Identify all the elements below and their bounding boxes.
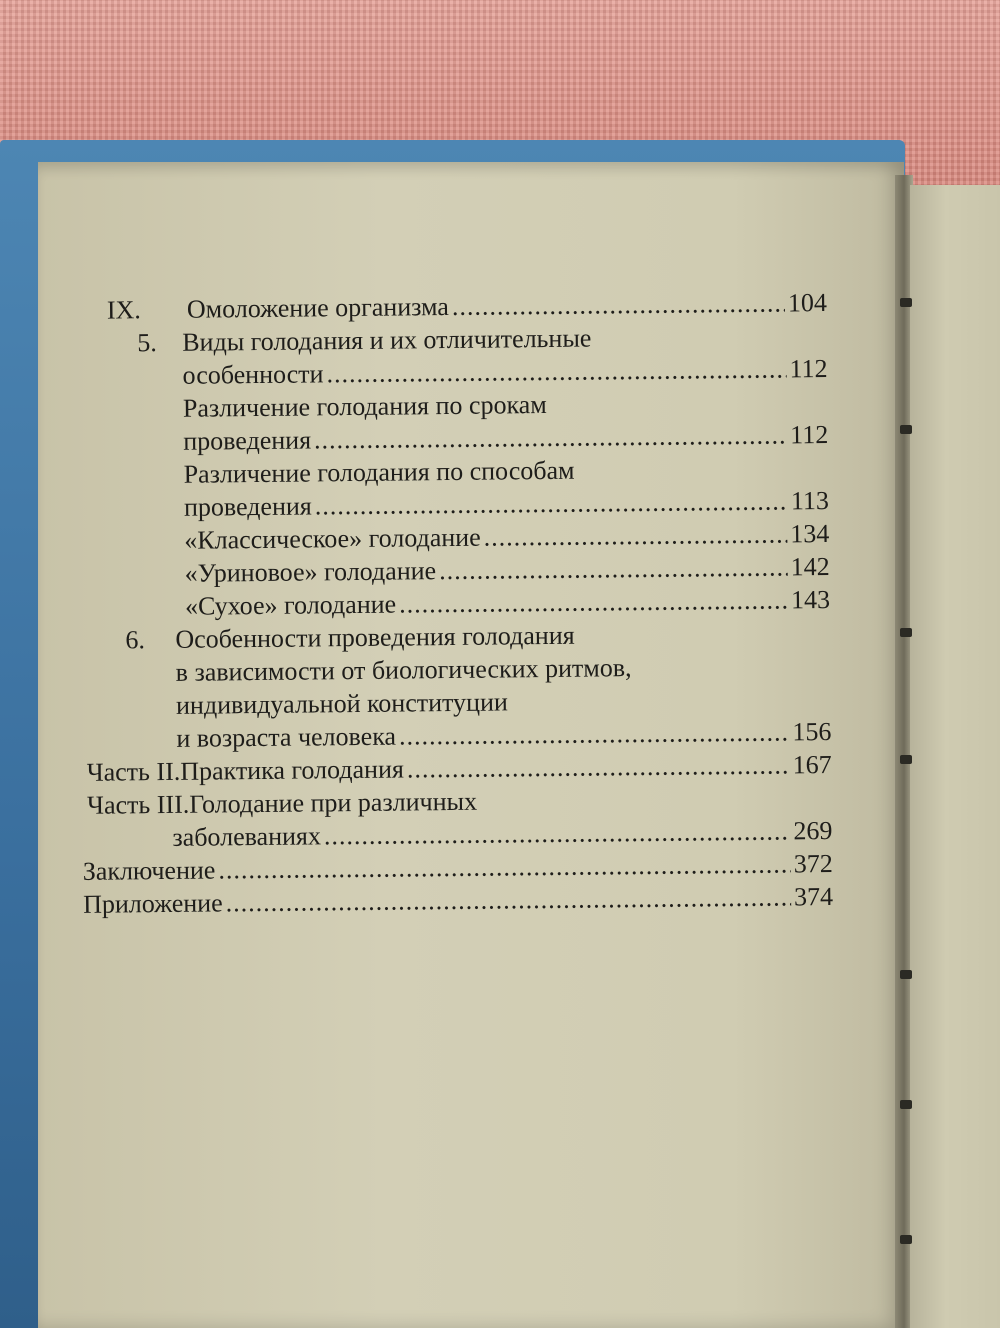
- toc-leader-dots: [326, 352, 786, 390]
- toc-leader-dots: [407, 748, 790, 785]
- binding-stitch: [900, 755, 912, 764]
- toc-title: проведения: [183, 425, 312, 456]
- toc-title: Заключение: [82, 855, 216, 886]
- toc-page-number: 112: [789, 354, 828, 384]
- toc-page-number: 143: [790, 585, 831, 615]
- toc-leader-dots: [452, 286, 785, 322]
- toc-title: «Уриновое» голодание: [184, 556, 437, 588]
- toc-leader-dots: [315, 484, 788, 522]
- toc-page-number: 113: [790, 486, 830, 516]
- toc-entry: [70, 616, 831, 756]
- toc-title: «Сухое» голодание: [184, 589, 397, 621]
- toc-leader-dots: [399, 583, 788, 620]
- toc-title: Различение голодания по способам: [183, 455, 575, 489]
- toc-leader-dots: [399, 715, 790, 752]
- toc-entry: [68, 385, 829, 459]
- toc-title: «Классическое» голодание: [184, 522, 481, 555]
- toc-title: Различение голодания по срокам: [182, 389, 547, 423]
- toc-page-number: 374: [793, 882, 834, 912]
- toc-entry: [67, 319, 828, 393]
- binding-stitch: [900, 298, 912, 307]
- toc-entry: [68, 451, 829, 525]
- table-of-contents: [67, 286, 834, 921]
- binding-stitch: [900, 970, 912, 979]
- toc-page-number: 112: [790, 420, 829, 450]
- toc-title: Часть II.Практика голодания: [86, 754, 405, 787]
- toc-title: Особенности проведения голодания: [175, 620, 575, 654]
- toc-page-number: 167: [792, 750, 832, 780]
- toc-title: особенности: [182, 359, 324, 390]
- toc-page-number: 372: [793, 849, 833, 879]
- toc-title: Омоложение организма: [186, 291, 450, 324]
- toc-title: в зависимости от биологических ритмов,: [175, 653, 632, 687]
- toc-leader-dots: [483, 517, 787, 553]
- toc-title: индивидуальной конституции: [175, 687, 508, 720]
- toc-page-number: 156: [792, 717, 832, 747]
- toc-entry: [72, 781, 833, 855]
- binding-stitch: [900, 628, 912, 637]
- right-page-edge: [910, 185, 1000, 1328]
- toc-title: и возраста человека: [176, 721, 397, 753]
- toc-title: заболеваниях: [172, 821, 322, 852]
- binding-stitch: [900, 1235, 912, 1244]
- toc-title: Приложение: [82, 888, 223, 919]
- toc-leader-dots: [324, 814, 791, 852]
- toc-page-number: 104: [787, 288, 828, 318]
- binding-stitch: [900, 425, 912, 434]
- toc-title: Часть III.Голодание при различных: [86, 786, 478, 820]
- toc-title: проведения: [183, 491, 312, 522]
- binding-stitch: [900, 1100, 912, 1109]
- toc-leader-dots: [225, 880, 791, 919]
- toc-title: Виды голодания и их отличительные: [182, 323, 592, 357]
- toc-leader-dots: [314, 418, 787, 456]
- toc-page-number: 142: [790, 552, 830, 582]
- toc-leader-dots: [439, 550, 788, 587]
- toc-page-number: 269: [793, 816, 833, 846]
- toc-page-number: 134: [790, 519, 830, 549]
